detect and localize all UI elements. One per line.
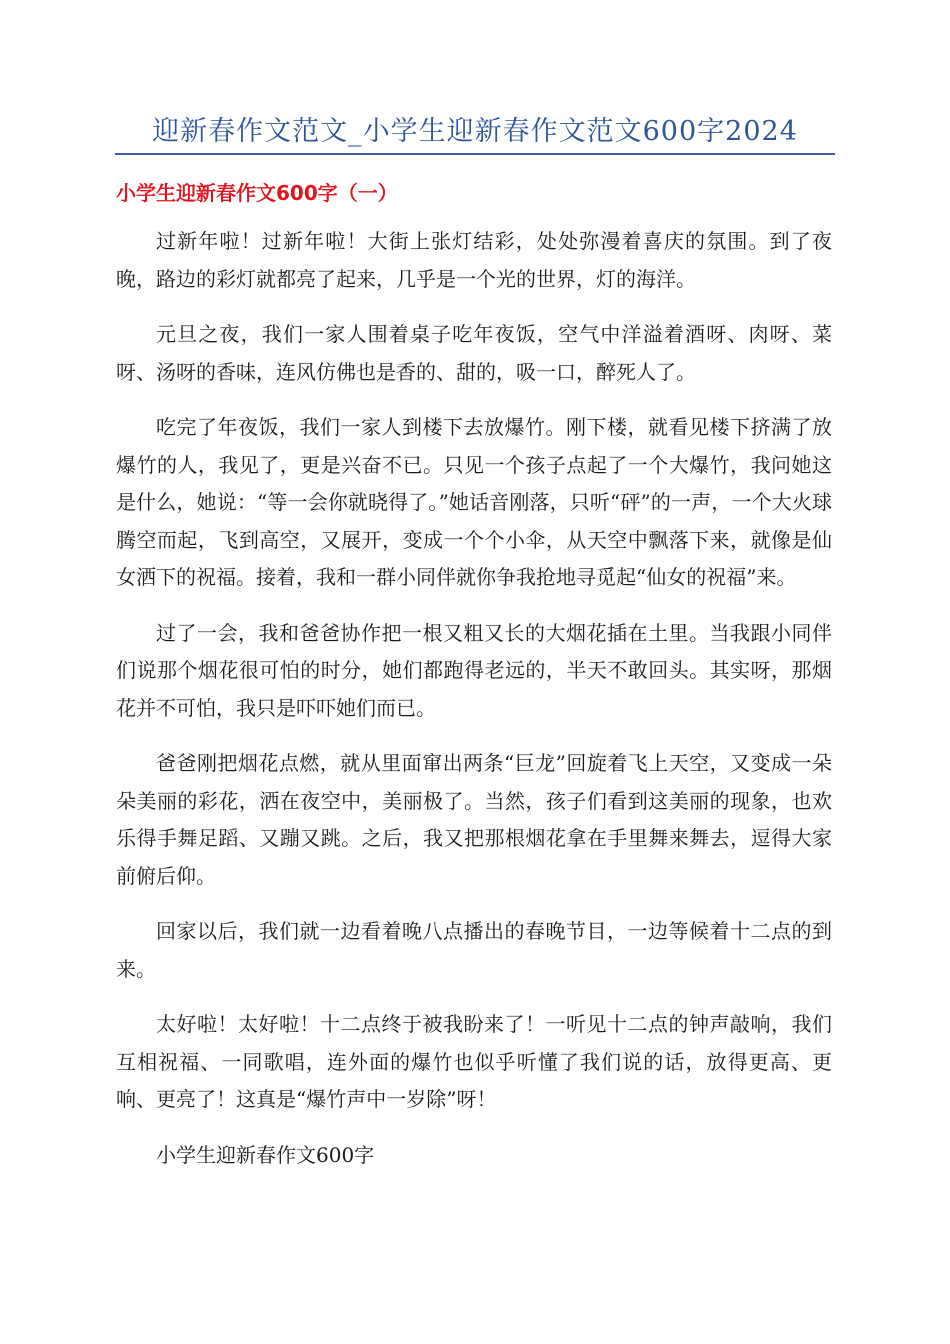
paragraph: 爸爸刚把烟花点燃，就从里面窜出两条“巨龙”回旋着飞上天空，又变成一朵朵美丽的彩花，洒在夜空中，美丽极了。当然，孩子们看到这美丽的现象，也欢乐得手舞足蹈、又蹦又跳。之后，我又把那根烟花拿在手里舞来舞去，逗得大家前俯后仰。: [116, 751, 832, 888]
article-body: [116, 223, 832, 1192]
title-underline: [115, 153, 835, 155]
paragraph: 太好啦！太好啦！十二点终于被我盼来了！一听见十二点的钟声敲响，我们互相祝福、一同歌唱，连外面的爆竹也似乎听懂了我们说的话，放得更高、更响、更亮了！这真是“爆竹声中一岁除”呀！: [116, 1012, 832, 1111]
paragraph: 过了一会，我和爸爸协作把一根又粗又长的大烟花插在土里。当我跟小同伴们说那个烟花很可怕的时分，她们都跑得老远的，半天不敢回头。其实呀，那烟花并不可怕，我只是吓吓她们而已。: [116, 620, 832, 720]
document-title: 迎新春作文范文_小学生迎新春作文范文600字2024: [152, 116, 798, 147]
paragraph: 元旦之夜，我们一家人围着桌子吃年夜饭，空气中洋溢着酒呀、肉呀、菜呀、汤呀的香味，连风仿佛也是香的、甜的，吸一口，醉死人了。: [116, 322, 832, 384]
paragraph: 回家以后，我们就一边看着晚八点播出的春晚节目，一边等候着十二点的到来。: [116, 919, 832, 981]
paragraph: 吃完了年夜饭，我们一家人到楼下去放爆竹。刚下楼，就看见楼下挤满了放爆竹的人，我见了，更是兴奋不已。只见一个孩子点起了一个大爆竹，我问她这是什么，她说：“等一会你就晓得了。”她话音刚落，只听“砰”的一声，一个大火球腾空而起，飞到高空，又展开，变成一个个小伞，从天空中飘落下来，就像是仙女洒下的祝福。接着，我和一群小同伴就你争我抢地寻觅起“仙女的祝福”来。: [116, 415, 832, 589]
section-heading: 小学生迎新春作文600字（一）: [116, 181, 398, 205]
next-section-label: 小学生迎新春作文600字: [156, 1142, 375, 1167]
paragraph: 过新年啦！过新年啦！大街上张灯结彩，处处弥漫着喜庆的氛围。到了夜晚，路边的彩灯就都亮了起来，几乎是一个光的世界，灯的海洋。: [116, 229, 832, 291]
